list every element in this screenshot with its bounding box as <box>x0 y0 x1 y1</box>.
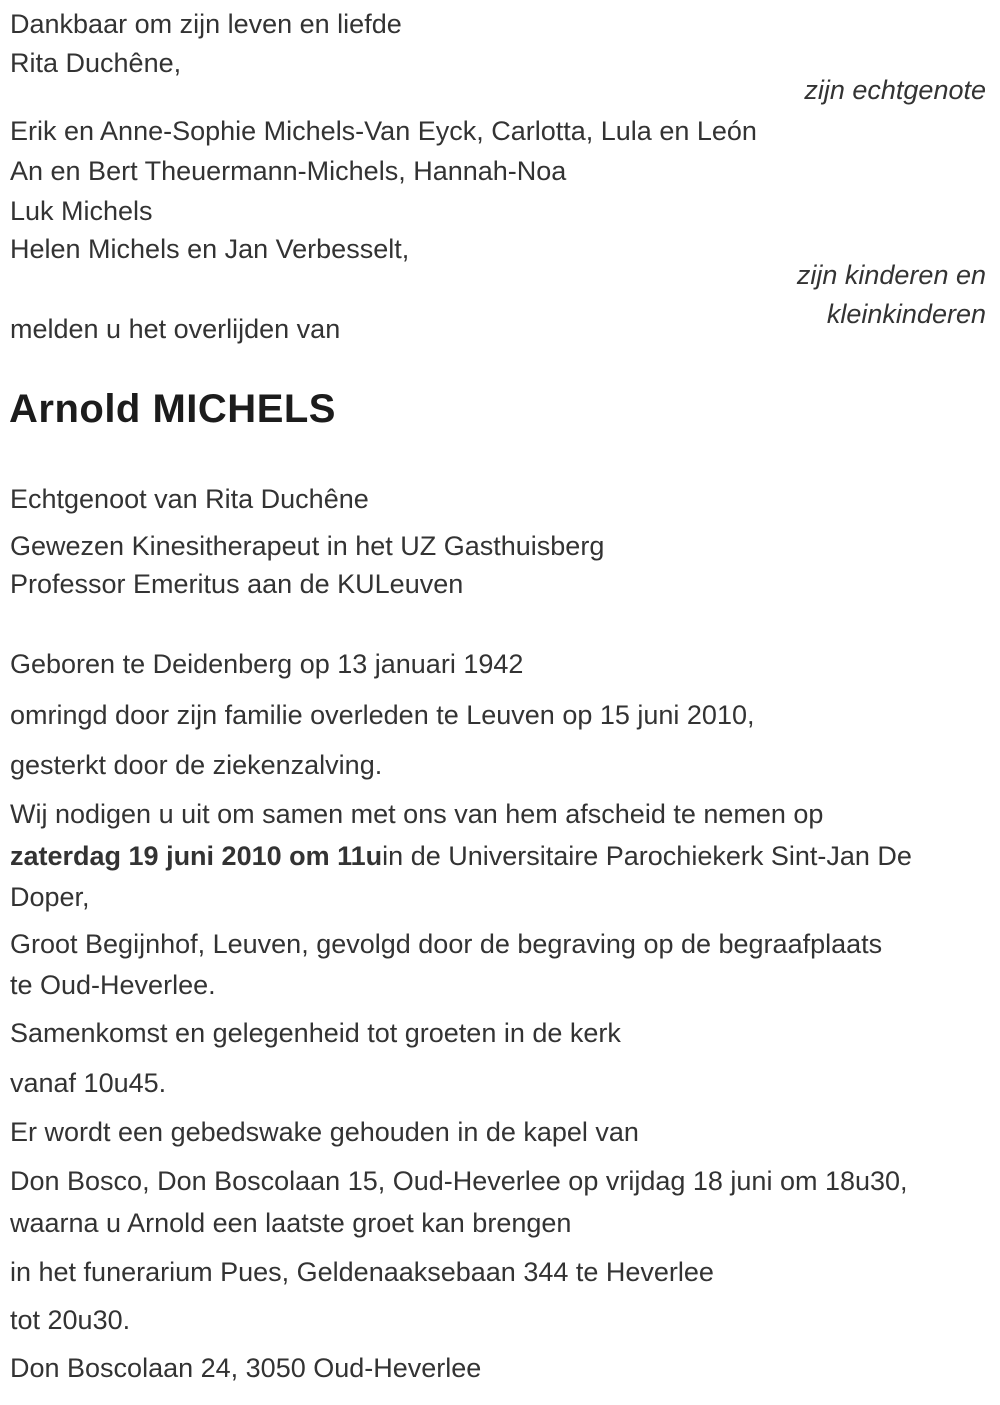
ceremony-location: in de Universitaire Parochiekerk Sint-Jan De <box>382 841 912 871</box>
funerarium-line: in het funerarium Pues, Geldenaaksebaan 344 te Heverlee <box>10 1257 714 1287</box>
family-line-1: Erik en Anne-Sophie Michels-Van Eyck, Carlotta, Lula en León <box>10 116 757 146</box>
deceased-name: Arnold MICHELS <box>9 387 336 431</box>
family-line-3: Luk Michels <box>10 196 153 226</box>
ceremony-line <box>10 838 912 874</box>
family-line-2: An en Bert Theuermann-Michels, Hannah-Noa <box>10 156 567 186</box>
gathering-time-line: vanaf 10u45. <box>10 1068 167 1098</box>
ceremony-line-cont: Doper, <box>10 882 90 912</box>
invitation-line: Wij nodigen u uit om samen met ons van hem afscheid te nemen op <box>10 799 824 829</box>
funerarium-time-line: tot 20u30. <box>10 1305 131 1335</box>
profession-line-1: Gewezen Kinesitherapeut in het UZ Gasthuisberg <box>10 531 605 561</box>
ceremony-datetime: zaterdag 19 juni 2010 om 11u <box>10 841 383 871</box>
burial-line-2: te Oud-Heverlee. <box>10 970 216 1000</box>
vigil-location-line: Don Bosco, Don Boscolaan 15, Oud-Heverlee op vrijdag 18 juni om 18u30, <box>10 1166 908 1196</box>
sacrament-line: gesterkt door de ziekenzalving. <box>10 750 383 780</box>
burial-line-1: Groot Begijnhof, Leuven, gevolgd door de begraving op de begraafplaats <box>10 929 883 959</box>
announce-line: melden u het overlijden van <box>10 314 341 344</box>
spouse-of-line: Echtgenoot van Rita Duchêne <box>10 484 369 514</box>
children-role-label-1: zijn kinderen en <box>796 260 986 290</box>
opening-line-2: Rita Duchêne, <box>10 48 182 78</box>
gathering-line: Samenkomst en gelegenheid tot groeten in de kerk <box>10 1018 621 1048</box>
children-role-label-2: kleinkinderen <box>826 299 986 329</box>
opening-line-1: Dankbaar om zijn leven en liefde <box>10 9 402 39</box>
born-line: Geboren te Deidenberg op 13 januari 1942 <box>10 649 524 679</box>
address-line: Don Boscolaan 24, 3050 Oud-Heverlee <box>10 1353 482 1383</box>
vigil-line: Er wordt een gebedswake gehouden in de kapel van <box>10 1117 639 1147</box>
family-line-4: Helen Michels en Jan Verbesselt, <box>10 234 410 264</box>
death-line: omringd door zijn familie overleden te Leuven op 15 juni 2010, <box>10 700 755 730</box>
profession-line-2: Professor Emeritus aan de KULeuven <box>10 569 464 599</box>
spouse-role-label: zijn echtgenote <box>804 75 986 105</box>
farewell-line: waarna u Arnold een laatste groet kan brengen <box>10 1208 572 1238</box>
